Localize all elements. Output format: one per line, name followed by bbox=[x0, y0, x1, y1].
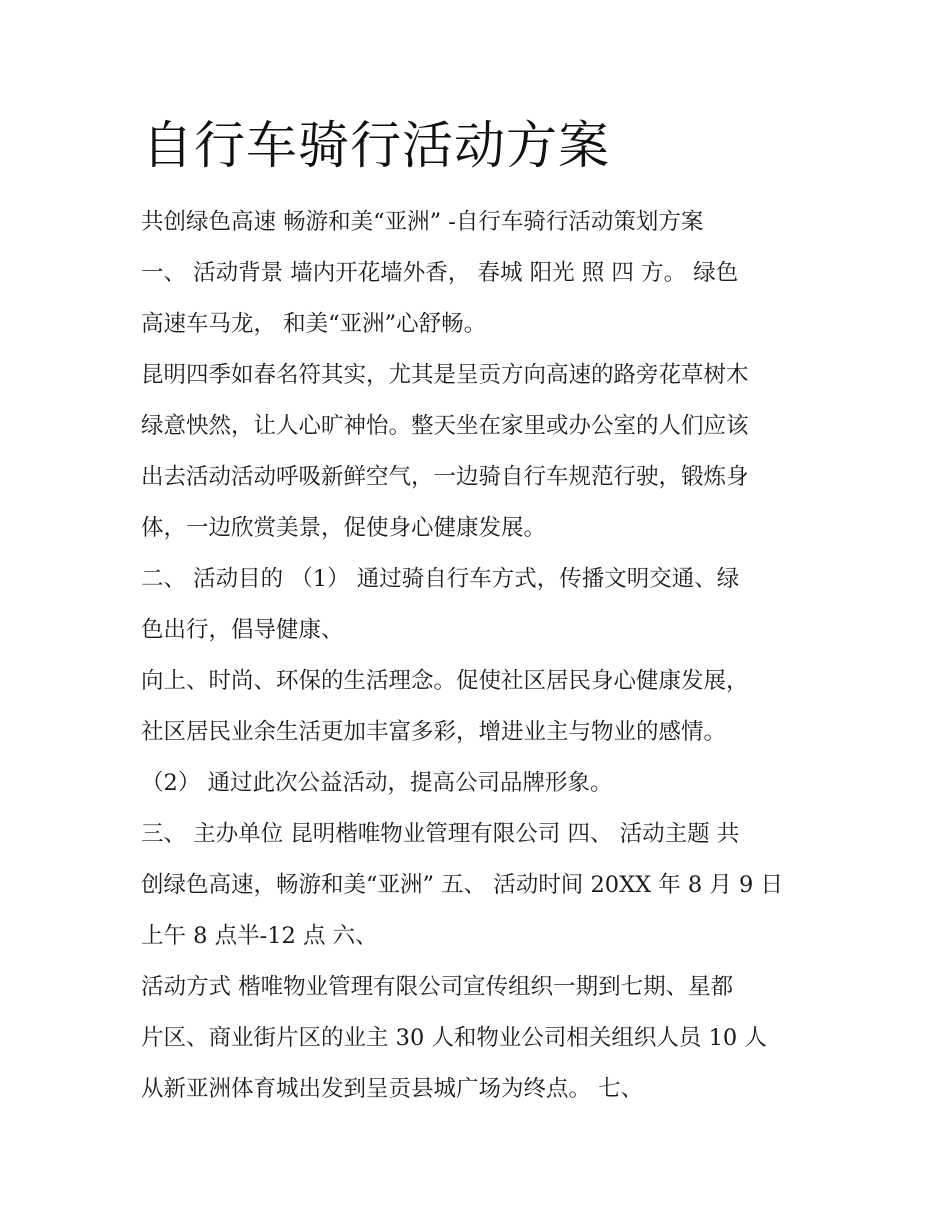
section-6-line: 活动方式 楷唯物业管理有限公司宣传组织一期到七期、星都 bbox=[141, 974, 734, 1000]
section-6-line: 片区、商业街片区的业主 30 人和物业公司相关组织人员 10 人 bbox=[141, 1025, 767, 1051]
background-paragraph-line: 出去活动活动呼吸新鲜空气，一边骑自行车规范行驶，锻炼身 bbox=[141, 464, 749, 490]
section-3-4-line: 三、 主办单位 昆明楷唯物业管理有限公司 四、 活动主题 共 bbox=[141, 821, 740, 847]
section-2-line: （2） 通过此次公益活动，提高公司品牌形象。 bbox=[141, 770, 613, 796]
section-2-line: 社区居民业余生活更加丰富多彩，增进业主与物业的感情。 bbox=[141, 719, 727, 745]
background-paragraph-line: 昆明四季如春名符其实，尤其是呈贡方向高速的路旁花草树木 bbox=[141, 362, 749, 388]
section-4-5-line: 创绿色高速，畅游和美“亚洲” 五、 活动时间 20XX 年 8 月 9 日 bbox=[141, 872, 784, 898]
background-paragraph-line: 体，一边欣赏美景，促使身心健康发展。 bbox=[141, 515, 547, 541]
section-6-7-line: 从新亚洲体育城出发到呈贡县城广场为终点。 七、 bbox=[141, 1076, 644, 1102]
background-paragraph-line: 绿意怏然，让人心旷神怡。整天坐在家里或办公室的人们应该 bbox=[141, 413, 749, 439]
section-5-6-line: 上午 8 点半-12 点 六、 bbox=[141, 923, 378, 949]
section-2-line: 二、 活动目的 （1） 通过骑自行车方式，传播文明交通、绿 bbox=[141, 566, 740, 592]
section-1-line: 一、 活动背景 墙内开花墙外香， 春城 阳光 照 四 方。 绿色 bbox=[141, 260, 739, 286]
section-1-line: 高速车马龙， 和美“亚洲”心舒畅。 bbox=[141, 311, 487, 337]
section-2-line: 向上、时尚、环保的生活理念。促使社区居民身心健康发展， bbox=[141, 668, 749, 694]
section-2-line: 色出行，倡导健康、 bbox=[141, 617, 344, 643]
document-title: 自行车骑行活动方案 bbox=[142, 117, 611, 176]
subtitle-line: 共创绿色高速 畅游和美“亚洲” -自行车骑行活动策划方案 bbox=[141, 209, 704, 235]
